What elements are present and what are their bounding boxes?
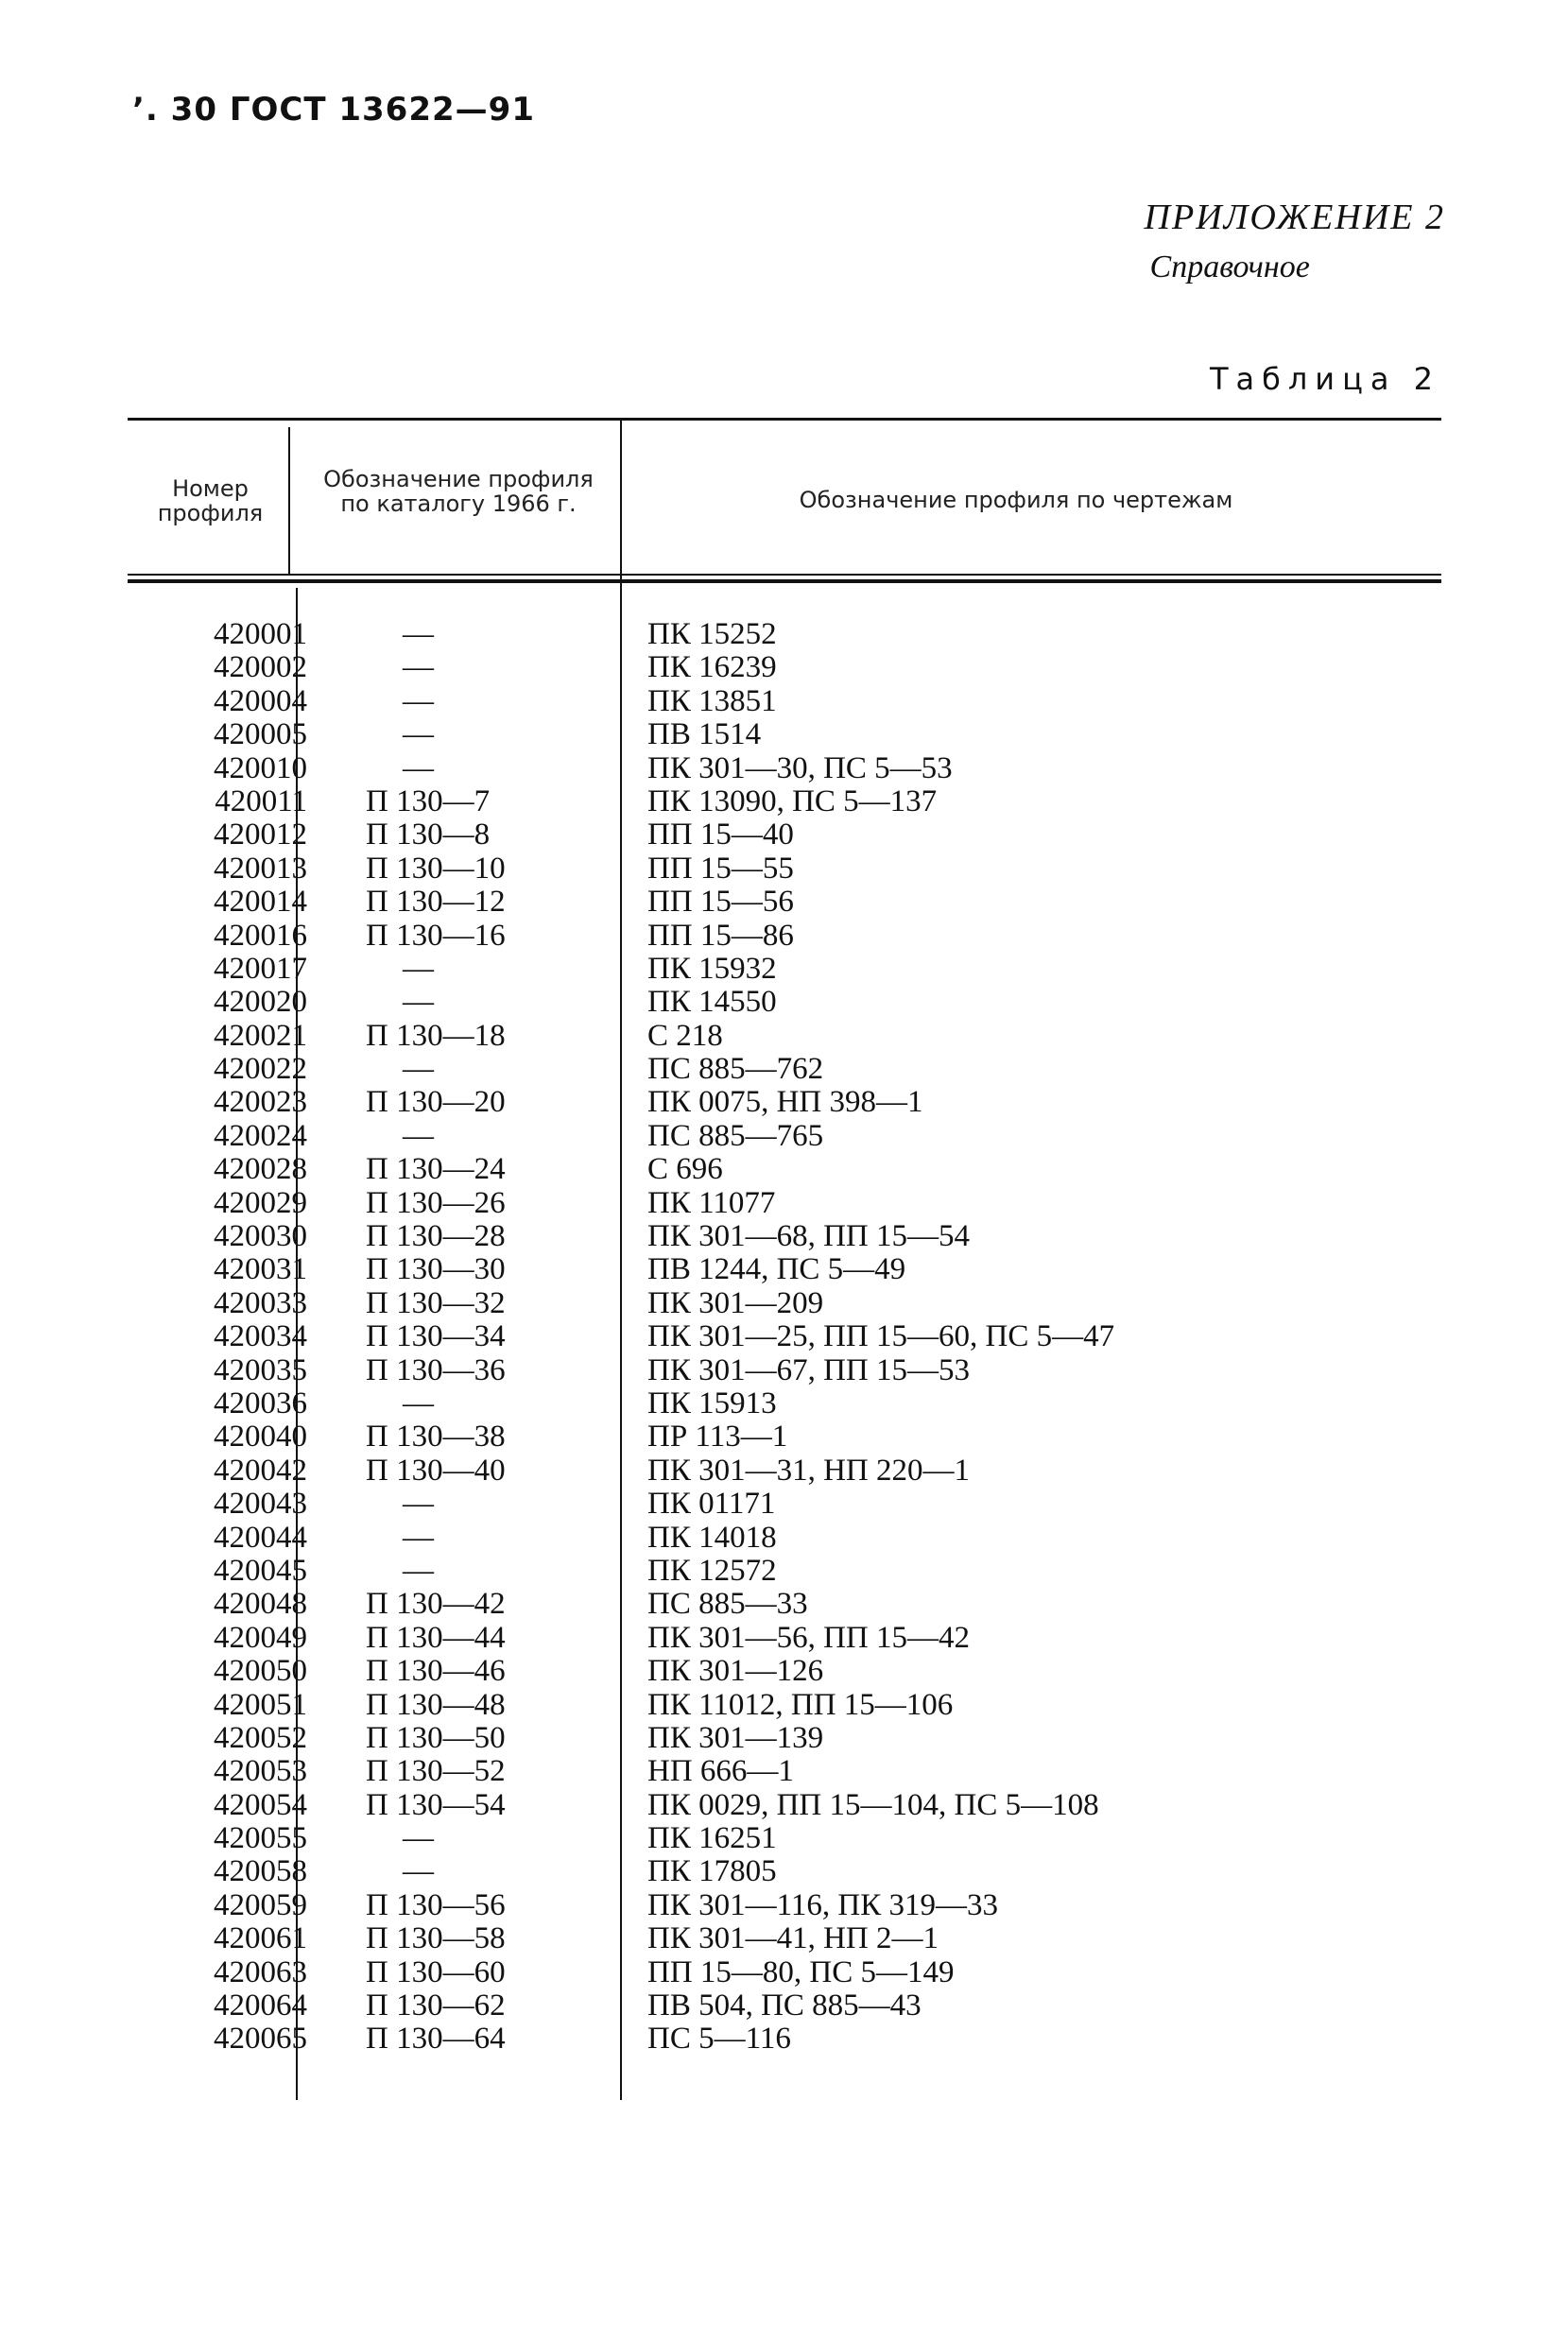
profile-number: 420020 [214, 985, 307, 1020]
table-row [128, 818, 1441, 852]
table-row [128, 2023, 1441, 2056]
drawing-designation: ПК 01171 [647, 1487, 776, 1522]
profile-number: 420013 [214, 851, 307, 886]
catalog-designation: — [403, 617, 434, 651]
table-row [128, 651, 1441, 684]
profile-number: 420004 [214, 683, 307, 718]
catalog-designation: П 130—56 [366, 1887, 506, 1922]
table-row [128, 1287, 1441, 1320]
profile-number: 420016 [214, 918, 307, 953]
table-row [128, 1086, 1441, 1119]
drawing-designation: ПП 15—40 [647, 818, 794, 852]
catalog-designation: П 130—12 [366, 885, 506, 920]
profile-number: 420036 [214, 1386, 307, 1420]
profile-number: 420029 [214, 1185, 307, 1220]
catalog-designation: П 130—34 [366, 1319, 506, 1354]
drawing-designation: ПС 5—116 [647, 2022, 791, 2057]
profile-number: 420028 [214, 1152, 307, 1187]
catalog-designation: П 130—40 [366, 1453, 506, 1488]
catalog-designation: П 130—36 [366, 1352, 506, 1387]
profile-number: 420064 [214, 1988, 307, 2023]
profile-number: 420022 [214, 1052, 307, 1087]
table-row [128, 1655, 1441, 1688]
drawing-designation: ПК 301—25, ПП 15—60, ПС 5—47 [647, 1319, 1115, 1354]
profile-number: 420023 [214, 1085, 307, 1120]
table-row [128, 886, 1441, 919]
profile-number: 420054 [214, 1787, 307, 1822]
catalog-designation: П 130—62 [366, 1988, 506, 2023]
drawing-designation: ПК 13851 [647, 683, 777, 718]
drawing-designation: ПС 885—33 [647, 1587, 808, 1622]
catalog-designation: — [403, 985, 434, 1020]
drawing-designation: ПК 301—56, ПП 15—42 [647, 1620, 971, 1655]
profile-number: 420024 [214, 1118, 307, 1153]
catalog-designation: П 130—8 [366, 818, 491, 852]
drawing-designation: ПС 885—765 [647, 1118, 824, 1153]
table-row [128, 1855, 1441, 1888]
profile-number: 420055 [214, 1821, 307, 1856]
table-row [128, 1789, 1441, 1822]
drawing-designation: ПВ 1514 [647, 717, 762, 752]
profile-number: 420058 [214, 1854, 307, 1889]
table-row [128, 1956, 1441, 1989]
catalog-designation: — [403, 750, 434, 785]
catalog-designation: П 130—60 [366, 1954, 506, 1989]
profile-number: 420065 [214, 2022, 307, 2057]
profile-number: 420017 [214, 951, 307, 986]
catalog-designation: П 130—48 [366, 1687, 506, 1722]
catalog-designation: — [403, 683, 434, 718]
catalog-designation: — [403, 1118, 434, 1153]
catalog-designation: П 130—54 [366, 1787, 506, 1822]
table-row [128, 1622, 1441, 1655]
table-top-rule [128, 418, 1441, 421]
profile-number: 420014 [214, 885, 307, 920]
drawing-designation: НП 666—1 [647, 1754, 794, 1789]
appendix-title: ПРИЛОЖЕНИЕ 2 [1144, 198, 1445, 237]
drawing-designation: ПК 0075, НП 398—1 [647, 1085, 923, 1120]
table-row [128, 1755, 1441, 1788]
table-row [128, 1722, 1441, 1755]
table-row [128, 1153, 1441, 1186]
drawing-designation: ПК 301—68, ПП 15—54 [647, 1219, 971, 1254]
table-row [128, 1588, 1441, 1621]
catalog-designation: П 130—42 [366, 1587, 506, 1622]
table-row [128, 1689, 1441, 1722]
table-row [128, 618, 1441, 651]
drawing-designation: ПВ 1244, ПС 5—49 [647, 1252, 906, 1287]
profile-table [128, 408, 1441, 2100]
catalog-designation: П 130—26 [366, 1185, 506, 1220]
drawing-designation: ПК 301—67, ПП 15—53 [647, 1352, 971, 1387]
table-row [128, 685, 1441, 718]
table-row [128, 1120, 1441, 1153]
catalog-designation: П 130—44 [366, 1620, 506, 1655]
table-row [128, 785, 1441, 818]
profile-number: 420035 [214, 1352, 307, 1387]
profile-number: 420050 [214, 1654, 307, 1689]
catalog-designation: П 130—18 [366, 1018, 506, 1053]
catalog-designation: — [403, 1487, 434, 1522]
drawing-designation: ПК 15932 [647, 951, 777, 986]
drawing-designation: ПК 15913 [647, 1386, 777, 1420]
profile-number: 420061 [214, 1921, 307, 1956]
profile-number: 420005 [214, 717, 307, 752]
profile-number: 420052 [214, 1720, 307, 1755]
table-label: Таблица 2 [1209, 361, 1440, 397]
header-divider-1 [288, 427, 290, 574]
catalog-designation: — [403, 1553, 434, 1588]
drawing-designation: ПК 11012, ПП 15—106 [647, 1687, 954, 1722]
drawing-designation: ПК 14018 [647, 1520, 777, 1555]
catalog-designation: П 130—30 [366, 1252, 506, 1287]
drawing-designation: ПП 15—86 [647, 918, 794, 953]
table-row [128, 1253, 1441, 1286]
catalog-designation: П 130—64 [366, 2022, 506, 2057]
table-row [128, 1488, 1441, 1521]
profile-number: 420012 [214, 818, 307, 852]
drawing-designation: ПК 17805 [647, 1854, 777, 1889]
drawing-designation: ПК 13090, ПС 5—137 [647, 783, 938, 818]
catalog-designation: — [403, 1520, 434, 1555]
drawing-designation: С 218 [647, 1018, 723, 1053]
drawing-designation: ПК 301—126 [647, 1654, 824, 1689]
profile-number: 420031 [214, 1252, 307, 1287]
header-rule-lower [128, 579, 1441, 583]
table-row [128, 1020, 1441, 1053]
table-row [128, 718, 1441, 751]
catalog-designation: П 130—58 [366, 1921, 506, 1956]
table-row [128, 752, 1441, 785]
table-row [128, 852, 1441, 886]
catalog-designation: П 130—10 [366, 851, 506, 886]
column-header-drawing: Обозначение профиля по чертежам [799, 487, 1233, 513]
drawing-designation: ПК 12572 [647, 1553, 777, 1588]
table-row [128, 1187, 1441, 1220]
drawing-designation: ПК 16251 [647, 1821, 777, 1856]
profile-number: 420045 [214, 1553, 307, 1588]
drawing-designation: ПВ 504, ПС 885—43 [647, 1988, 922, 2023]
drawing-designation: ПП 15—80, ПС 5—149 [647, 1954, 955, 1989]
table-row [128, 1387, 1441, 1420]
table-row [128, 1320, 1441, 1353]
drawing-designation: ПК 16239 [647, 650, 777, 685]
table-row [128, 1989, 1441, 2023]
catalog-designation: — [403, 1854, 434, 1889]
catalog-designation: — [403, 1386, 434, 1420]
column-header-catalog: Обозначение профиля по каталогу 1966 г. [323, 466, 594, 517]
drawing-designation: ПР 113—1 [647, 1420, 788, 1455]
profile-number: 420021 [214, 1018, 307, 1053]
drawing-designation: ПК 301—41, НП 2—1 [647, 1921, 939, 1956]
table-body [128, 618, 1441, 2057]
table-row [128, 920, 1441, 953]
catalog-designation: П 130—50 [366, 1720, 506, 1755]
table-row [128, 1922, 1441, 1955]
column-header-number: Номер профиля [157, 475, 264, 526]
catalog-designation: П 130—38 [366, 1420, 506, 1455]
profile-number: 420048 [214, 1587, 307, 1622]
profile-number: 420040 [214, 1420, 307, 1455]
drawing-designation: ПК 11077 [647, 1185, 776, 1220]
profile-number: 420002 [214, 650, 307, 685]
profile-number: 420034 [214, 1319, 307, 1354]
catalog-designation: П 130—7 [366, 783, 491, 818]
drawing-designation: ПК 301—139 [647, 1720, 824, 1755]
catalog-designation: — [403, 951, 434, 986]
table-row [128, 1522, 1441, 1555]
table-row [128, 1555, 1441, 1588]
appendix-subtitle: Справочное [1149, 250, 1310, 284]
drawing-designation: ПК 301—116, ПК 319—33 [647, 1887, 998, 1922]
drawing-designation: ПК 301—30, ПС 5—53 [647, 750, 953, 785]
catalog-designation: П 130—32 [366, 1285, 506, 1320]
drawing-designation: ПК 301—209 [647, 1285, 824, 1320]
profile-number: 420001 [214, 617, 307, 651]
catalog-designation: П 130—46 [366, 1654, 506, 1689]
profile-number: 420011 [215, 783, 307, 818]
profile-number: 420030 [214, 1219, 307, 1254]
table-row [128, 1220, 1441, 1253]
page-header: ’. 30 ГОСТ 13622—91 [132, 91, 535, 129]
table-row [128, 1053, 1441, 1086]
table-row [128, 1889, 1441, 1922]
table-row [128, 1822, 1441, 1855]
profile-number: 420042 [214, 1453, 307, 1488]
profile-number: 420049 [214, 1620, 307, 1655]
profile-number: 420044 [214, 1520, 307, 1555]
profile-number: 420051 [214, 1687, 307, 1722]
profile-number: 420010 [214, 750, 307, 785]
catalog-designation: П 130—52 [366, 1754, 506, 1789]
catalog-designation: — [403, 1821, 434, 1856]
profile-number: 420063 [214, 1954, 307, 1989]
drawing-designation: ПС 885—762 [647, 1052, 824, 1087]
profile-number: 420053 [214, 1754, 307, 1789]
catalog-designation: П 130—20 [366, 1085, 506, 1120]
catalog-designation: П 130—28 [366, 1219, 506, 1254]
table-row [128, 1354, 1441, 1387]
header-rule-upper [128, 574, 1441, 576]
appendix-block [1145, 197, 1445, 285]
catalog-designation: — [403, 1052, 434, 1087]
drawing-designation: ПК 301—31, НП 220—1 [647, 1453, 971, 1488]
profile-number: 420033 [214, 1285, 307, 1320]
table-row [128, 1455, 1441, 1488]
drawing-designation: ПК 15252 [647, 617, 777, 651]
drawing-designation: ПК 14550 [647, 985, 777, 1020]
profile-number: 420043 [214, 1487, 307, 1522]
table-row [128, 1420, 1441, 1454]
table-row [128, 986, 1441, 1019]
drawing-designation: ПП 15—55 [647, 851, 794, 886]
catalog-designation: П 130—24 [366, 1152, 506, 1187]
catalog-designation: П 130—16 [366, 918, 506, 953]
drawing-designation: ПП 15—56 [647, 885, 794, 920]
catalog-designation: — [403, 717, 434, 752]
profile-number: 420059 [214, 1887, 307, 1922]
drawing-designation: С 696 [647, 1152, 723, 1187]
table-row [128, 953, 1441, 986]
catalog-designation: — [403, 650, 434, 685]
drawing-designation: ПК 0029, ПП 15—104, ПС 5—108 [647, 1787, 1099, 1822]
